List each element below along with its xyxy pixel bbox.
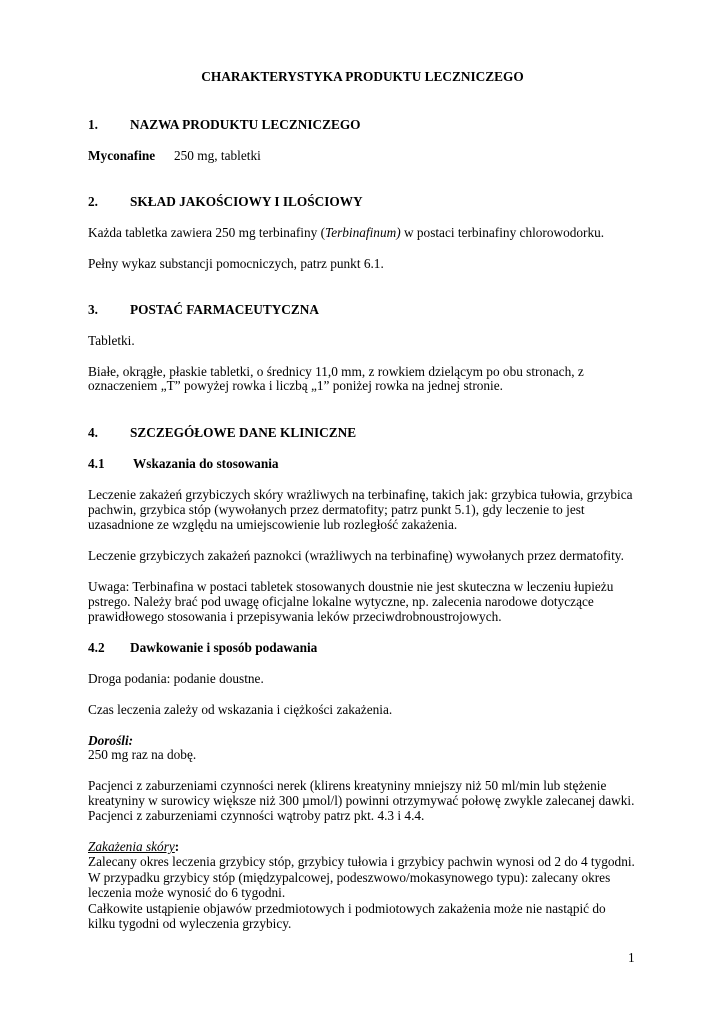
section-1-number: 1.	[88, 117, 98, 132]
renal-line-3: Pacjenci z zaburzeniami czynności wątroby patrz pkt. 4.3 i 4.4.	[88, 808, 425, 823]
section-2-heading: SKŁAD JAKOŚCIOWY I ILOŚCIOWY	[130, 194, 363, 209]
indications-line-3: uzasadnione ze względu na umiejscowienie lub rozległość zakażenia.	[88, 517, 458, 532]
excipients-reference: Pełny wykaz substancji pomocniczych, patrz punkt 6.1.	[88, 256, 384, 271]
route-of-administration: Droga podania: podanie doustne.	[88, 671, 264, 686]
subsection-4-2-number: 4.2	[88, 640, 105, 655]
skin-infections-colon: :	[174, 839, 180, 854]
product-name: Myconafine	[88, 148, 156, 163]
note-line-3: prawidłowego stosowania i przepisywania leków przeciwdrobnoustrojowych.	[88, 609, 502, 624]
indications-line-1: Leczenie zakażeń grzybiczych skóry wrażliwych na terbinafinę, takich jak: grzybica tułowia, grzybica	[88, 487, 633, 502]
skin-line-5: kilku tygodni od wyleczenia grzybicy.	[88, 916, 292, 931]
section-4-number: 4.	[88, 425, 98, 440]
subsection-4-2-heading: Dawkowanie i sposób podawania	[130, 640, 318, 655]
nail-infections-text: Leczenie grzybiczych zakażeń paznokci (wrażliwych na terbinafinę) wywołanych przez dermatofity.	[88, 548, 624, 563]
tablet-description-line-1: Białe, okrągłe, płaskie tabletki, o średnicy 11,0 mm, z rowkiem dzielącym po obu stronach, z	[88, 364, 584, 379]
section-3-heading: POSTAĆ FARMACEUTYCZNA	[130, 302, 319, 317]
section-1-heading: NAZWA PRODUKTU LECZNICZEGO	[130, 117, 361, 132]
composition-text-start: Każda tabletka zawiera 250 mg terbinafiny (	[88, 225, 326, 240]
section-3-number: 3.	[88, 302, 98, 317]
skin-line-4: Całkowite ustąpienie objawów przedmiotowych i podmiotowych zakażenia może nie nastąpić do	[88, 901, 606, 916]
treatment-duration-text: Czas leczenia zależy od wskazania i ciężkości zakażenia.	[88, 702, 393, 717]
subsection-4-1-number: 4.1	[88, 456, 105, 471]
renal-line-2: kreatyniny w surowicy większe niż 300 µmol/l) powinni otrzymywać połowę zwykle zalecanej dawki.	[88, 793, 635, 808]
skin-line-2: W przypadku grzybicy stóp (międzypalcowej, podeszwowo/mokasynowego typu): zalecany okres	[88, 870, 611, 885]
section-4-heading: SZCZEGÓŁOWE DANE KLINICZNE	[130, 425, 357, 440]
document-title: CHARAKTERYSTYKA PRODUKTU LECZNICZEGO	[201, 69, 524, 84]
product-description: 250 mg, tabletki	[174, 148, 261, 163]
adults-dosage: 250 mg raz na dobę.	[88, 747, 197, 762]
composition-paragraph	[88, 224, 604, 241]
skin-infections-label: Zakażenia skóry	[88, 839, 175, 854]
composition-text-end: w postaci terbinafiny chlorowodorku.	[400, 225, 605, 240]
note-line-1: Uwaga: Terbinafina w postaci tabletek stosowanych doustnie nie jest skuteczna w leczeniu łupieżu	[88, 579, 614, 594]
indications-line-2: pachwin, grzybica stóp (wywołanych przez dermatofity; patrz punkt 5.1), gdy leczenie to jest	[88, 502, 585, 517]
tablet-description-line-2: oznaczeniem „T” powyżej rowka i liczbą „1” poniżej rowka na jednej stronie.	[88, 378, 503, 393]
renal-line-1: Pacjenci z zaburzeniami czynności nerek (klirens kreatyniny mniejszy niż 50 ml/min lub stężenie	[88, 778, 607, 793]
note-line-2: pstrego. Należy brać pod uwagę oficjalne lokalne wytyczne, np. zalecenia narodowe dotyczące	[88, 594, 594, 609]
skin-line-3: leczenia może wynosić do 6 tygodni.	[88, 885, 286, 900]
section-2-number: 2.	[88, 194, 98, 209]
skin-line-1: Zalecany okres leczenia grzybicy stóp, grzybicy tułowia i grzybicy pachwin wynosi od 2 do 4 tygodni.	[88, 854, 635, 869]
form-text: Tabletki.	[88, 333, 135, 348]
composition-latin-name: Terbinafinum)	[325, 225, 401, 240]
adults-label: Dorośli:	[88, 733, 134, 748]
subsection-4-1-heading: Wskazania do stosowania	[133, 456, 279, 471]
page-number: 1	[628, 950, 635, 965]
